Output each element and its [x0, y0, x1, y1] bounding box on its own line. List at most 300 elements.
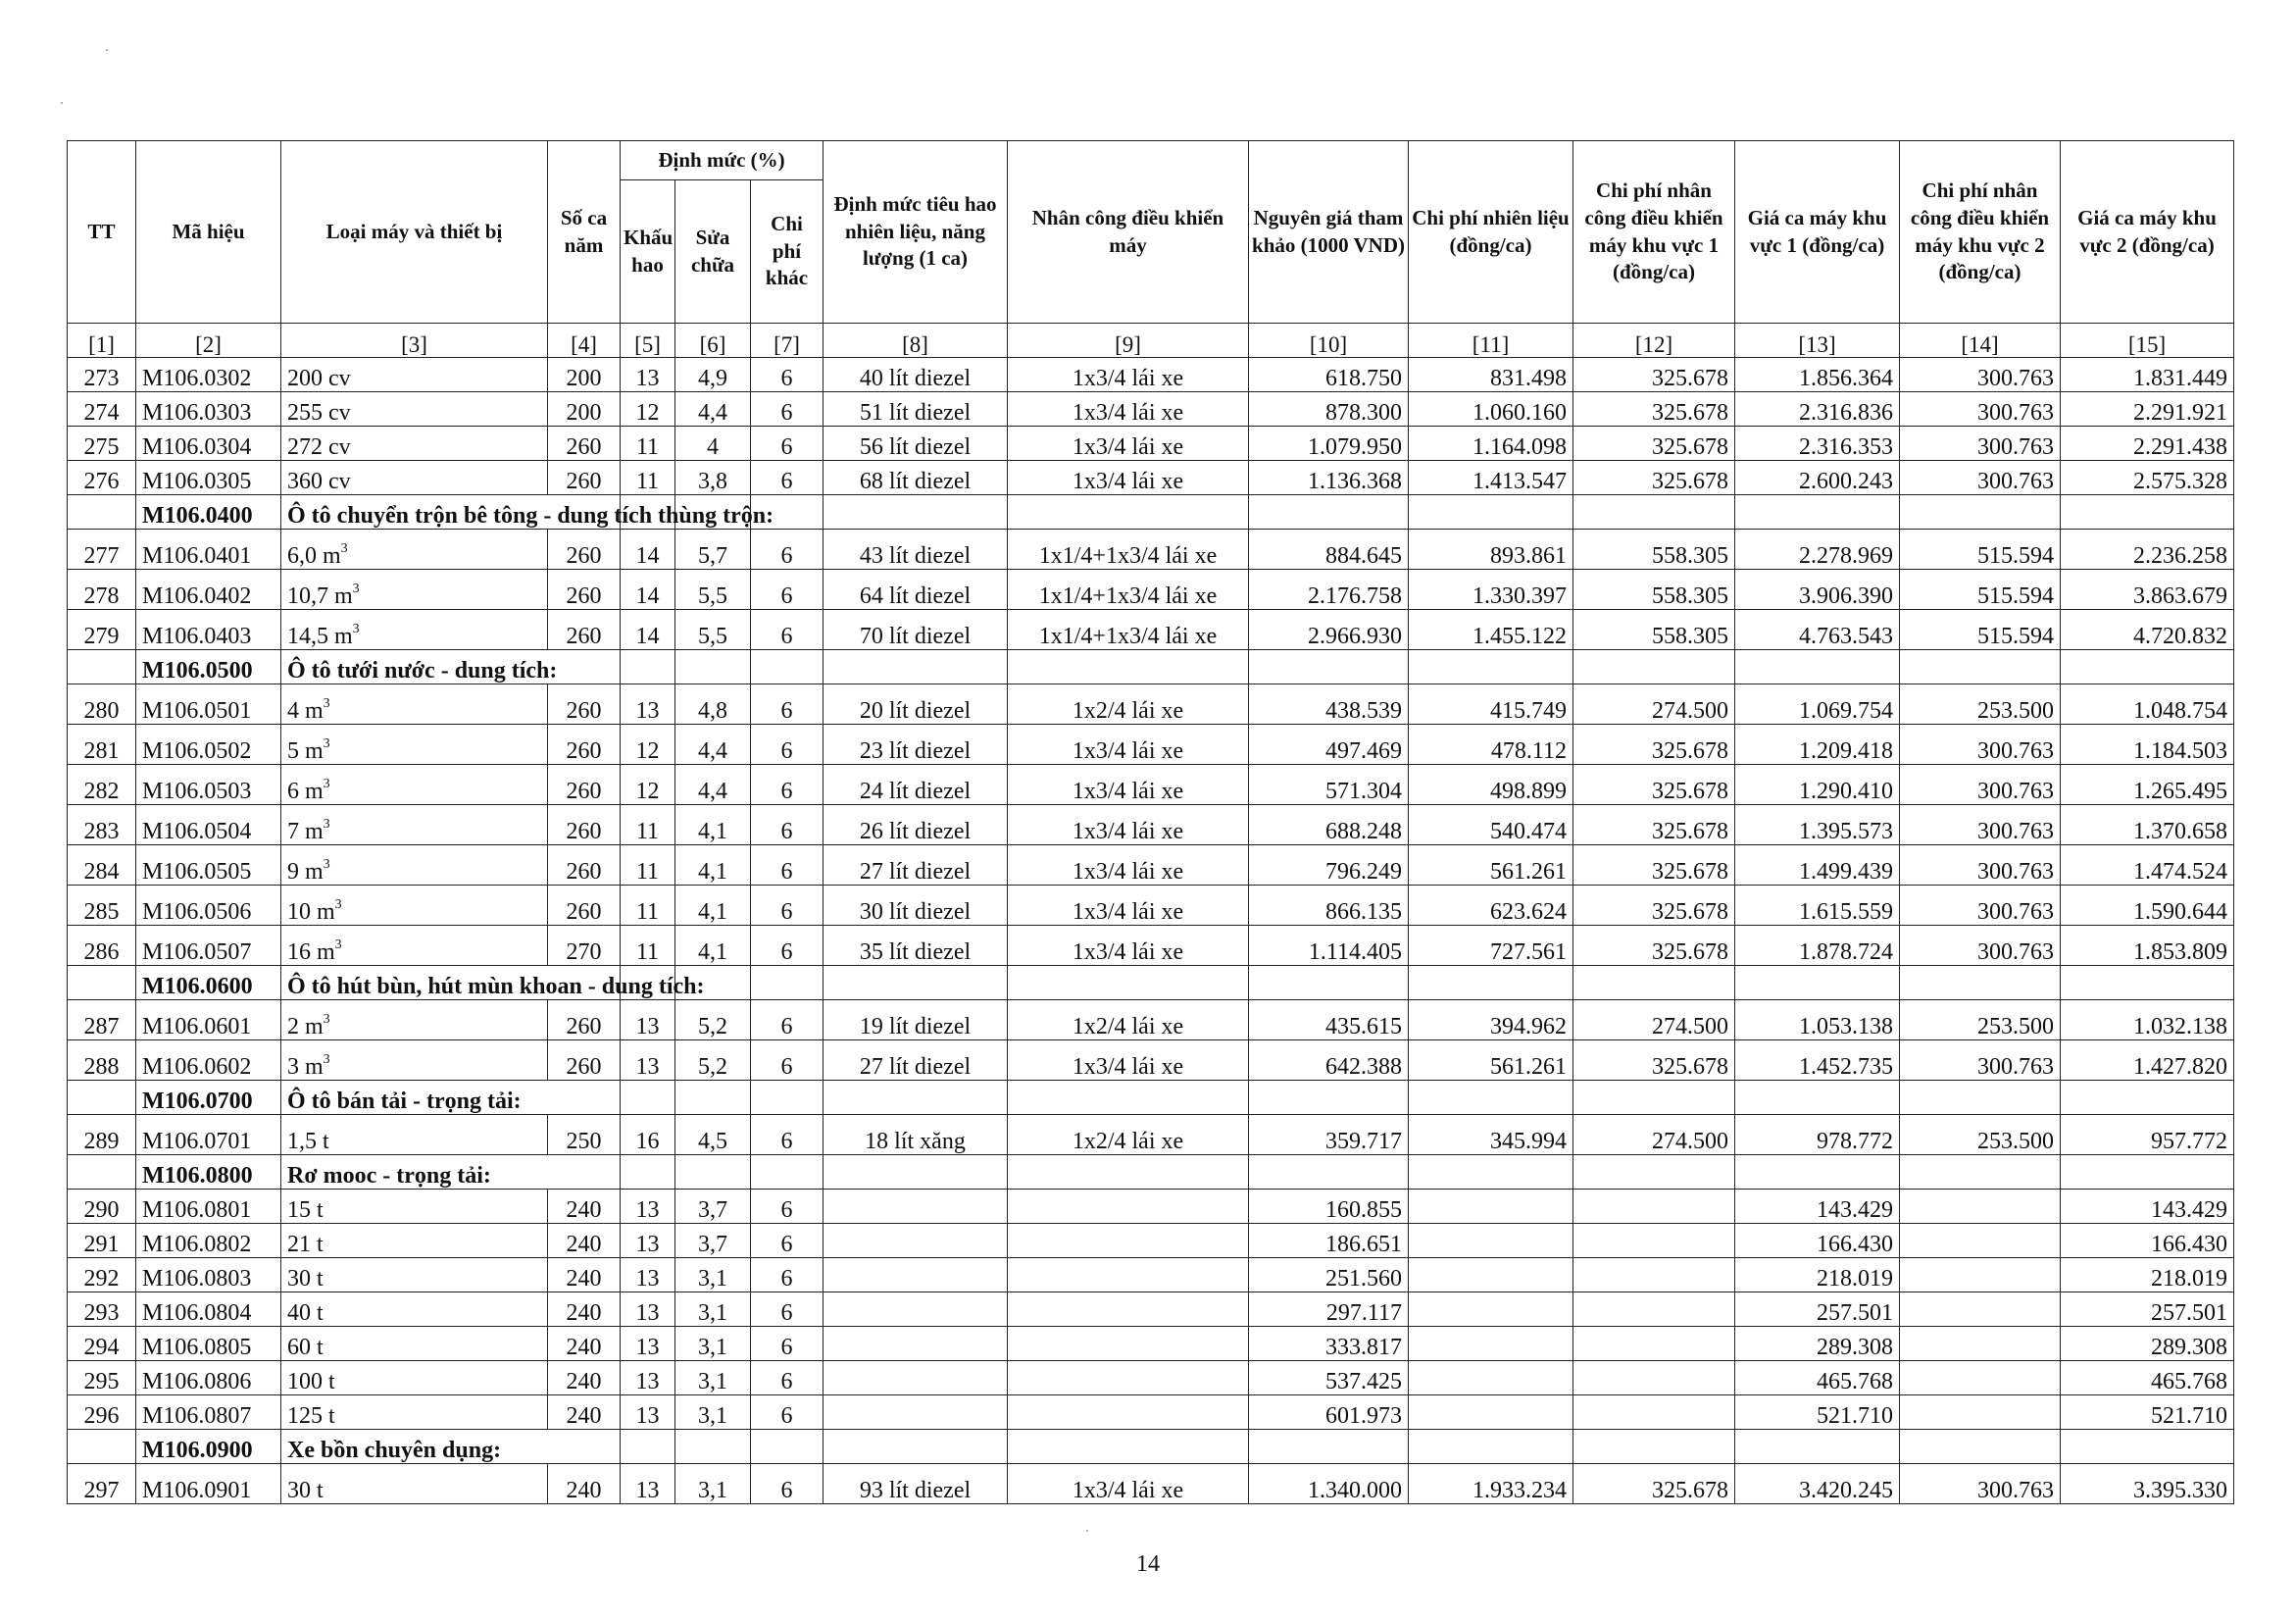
- group-empty-cell: [1573, 1155, 1735, 1190]
- nhan-cong: 1x3/4 lái xe: [1008, 886, 1249, 926]
- item-code: M106.0303: [136, 392, 281, 427]
- sua-chua: 3,1: [675, 1361, 751, 1395]
- group-empty-cell: [751, 1081, 824, 1115]
- sua-chua: 4,4: [675, 725, 751, 765]
- tieu-hao-nhien-lieu: [824, 1224, 1008, 1258]
- item-name: [281, 725, 548, 765]
- group-empty-cell: [1008, 495, 1249, 530]
- gia-ca-may-kv1: 143.429: [1735, 1190, 1900, 1224]
- table-row: [68, 427, 2234, 461]
- chi-phi-nc-kv2: [1900, 1258, 2061, 1292]
- group-empty-cell: [1249, 650, 1409, 684]
- tieu-hao-nhien-lieu: [824, 1190, 1008, 1224]
- item-code: M106.0701: [136, 1115, 281, 1155]
- unit-superscript: 3: [352, 621, 360, 636]
- gia-ca-may-kv1: 2.600.243: [1735, 461, 1900, 495]
- chi-phi-nc-kv2: 300.763: [1900, 805, 2061, 845]
- col-loai-may: Loại máy và thiết bị: [281, 141, 548, 324]
- unit-superscript: 3: [323, 1051, 330, 1067]
- group-empty-cell: [675, 1430, 751, 1464]
- khau-hao: 11: [621, 461, 675, 495]
- nguyen-gia: 884.645: [1249, 530, 1409, 570]
- item-code: M106.0602: [136, 1040, 281, 1081]
- nguyen-gia: 1.079.950: [1249, 427, 1409, 461]
- unit-superscript: 3: [340, 540, 348, 556]
- group-code: M106.0700: [136, 1081, 281, 1115]
- gia-ca-may-kv1: 2.316.353: [1735, 427, 1900, 461]
- group-empty-cell: [1008, 1081, 1249, 1115]
- so-ca-nam: 260: [548, 1040, 621, 1081]
- chi-phi-nhien-lieu: [1409, 1190, 1573, 1224]
- item-name: 272 cv: [281, 427, 548, 461]
- nhan-cong: [1008, 1190, 1249, 1224]
- row-number: 286: [68, 926, 136, 966]
- row-number: 278: [68, 570, 136, 610]
- tieu-hao-nhien-lieu: 43 lít diezel: [824, 530, 1008, 570]
- chi-phi-nc-kv2: 253.500: [1900, 684, 2061, 725]
- chi-phi-khac: 6: [751, 886, 824, 926]
- chi-phi-nc-kv2: 300.763: [1900, 926, 2061, 966]
- gia-ca-may-kv2: 2.291.438: [2061, 427, 2234, 461]
- table-row: [68, 765, 2234, 805]
- chi-phi-nhien-lieu: 1.164.098: [1409, 427, 1573, 461]
- column-index-cell: [3]: [281, 324, 548, 358]
- so-ca-nam: 260: [548, 805, 621, 845]
- so-ca-nam: 260: [548, 570, 621, 610]
- sua-chua: 5,5: [675, 570, 751, 610]
- group-empty-cell: [1573, 966, 1735, 1000]
- chi-phi-nc-kv1: 558.305: [1573, 610, 1735, 650]
- group-row: [68, 495, 2234, 530]
- item-name: [281, 1000, 548, 1040]
- tieu-hao-nhien-lieu: [824, 1327, 1008, 1361]
- chi-phi-nc-kv2: [1900, 1361, 2061, 1395]
- so-ca-nam: 260: [548, 845, 621, 886]
- gia-ca-may-kv2: 3.395.330: [2061, 1464, 2234, 1504]
- group-empty-cell: [68, 1081, 136, 1115]
- table-row: [68, 1224, 2234, 1258]
- item-name-text: 9 m: [287, 858, 324, 885]
- unit-superscript: 3: [323, 856, 330, 872]
- item-name: 200 cv: [281, 358, 548, 392]
- column-index-cell: [7]: [751, 324, 824, 358]
- chi-phi-khac: 6: [751, 530, 824, 570]
- gia-ca-may-kv2: 521.710: [2061, 1395, 2234, 1430]
- item-code: M106.0806: [136, 1361, 281, 1395]
- group-empty-cell: [68, 1430, 136, 1464]
- so-ca-nam: 250: [548, 1115, 621, 1155]
- col-nguyen-gia: Nguyên giá tham khảo (1000 VND): [1249, 141, 1409, 324]
- item-code: M106.0505: [136, 845, 281, 886]
- item-name-text: 5 m: [287, 737, 324, 764]
- nhan-cong: 1x3/4 lái xe: [1008, 805, 1249, 845]
- nguyen-gia: 601.973: [1249, 1395, 1409, 1430]
- so-ca-nam: 270: [548, 926, 621, 966]
- table-row: [68, 530, 2234, 570]
- khau-hao: 13: [621, 1000, 675, 1040]
- unit-superscript: 3: [323, 735, 330, 751]
- tieu-hao-nhien-lieu: 68 lít diezel: [824, 461, 1008, 495]
- group-empty-cell: [1409, 1430, 1573, 1464]
- unit-superscript: 3: [334, 896, 342, 912]
- gia-ca-may-kv1: 4.763.543: [1735, 610, 1900, 650]
- nguyen-gia: 1.340.000: [1249, 1464, 1409, 1504]
- chi-phi-khac: 6: [751, 570, 824, 610]
- tieu-hao-nhien-lieu: 24 lít diezel: [824, 765, 1008, 805]
- nhan-cong: 1x3/4 lái xe: [1008, 461, 1249, 495]
- item-code: M106.0402: [136, 570, 281, 610]
- column-index-cell: [15]: [2061, 324, 2234, 358]
- group-empty-cell: [2061, 495, 2234, 530]
- group-empty-cell: [675, 1155, 751, 1190]
- chi-phi-nc-kv2: 300.763: [1900, 358, 2061, 392]
- tieu-hao-nhien-lieu: 20 lít diezel: [824, 684, 1008, 725]
- unit-superscript: 3: [334, 937, 342, 952]
- nhan-cong: [1008, 1258, 1249, 1292]
- chi-phi-khac: 6: [751, 684, 824, 725]
- tieu-hao-nhien-lieu: 26 lít diezel: [824, 805, 1008, 845]
- tieu-hao-nhien-lieu: 19 lít diezel: [824, 1000, 1008, 1040]
- chi-phi-nhien-lieu: 345.994: [1409, 1115, 1573, 1155]
- group-empty-cell: [824, 495, 1008, 530]
- page-number: 14: [1136, 1551, 1160, 1577]
- chi-phi-nc-kv2: 300.763: [1900, 392, 2061, 427]
- nguyen-gia: 2.966.930: [1249, 610, 1409, 650]
- item-name: [281, 845, 548, 886]
- nhan-cong: 1x3/4 lái xe: [1008, 845, 1249, 886]
- group-empty-cell: [621, 1081, 675, 1115]
- group-code: M106.0500: [136, 650, 281, 684]
- chi-phi-nc-kv1: 274.500: [1573, 1000, 1735, 1040]
- item-name: [281, 684, 548, 725]
- chi-phi-nhien-lieu: [1409, 1361, 1573, 1395]
- gia-ca-may-kv1: 1.053.138: [1735, 1000, 1900, 1040]
- unit-superscript: 3: [323, 695, 330, 711]
- chi-phi-nc-kv2: [1900, 1395, 2061, 1430]
- sua-chua: 5,5: [675, 610, 751, 650]
- so-ca-nam: 240: [548, 1292, 621, 1327]
- tieu-hao-nhien-lieu: 51 lít diezel: [824, 392, 1008, 427]
- nguyen-gia: 359.717: [1249, 1115, 1409, 1155]
- item-name: 30 t: [281, 1258, 548, 1292]
- sua-chua: 5,2: [675, 1000, 751, 1040]
- tieu-hao-nhien-lieu: 30 lít diezel: [824, 886, 1008, 926]
- khau-hao: 13: [621, 1292, 675, 1327]
- column-index-cell: [8]: [824, 324, 1008, 358]
- column-index-cell: [1]: [68, 324, 136, 358]
- chi-phi-khac: 6: [751, 1000, 824, 1040]
- sua-chua: 4: [675, 427, 751, 461]
- nhan-cong: [1008, 1361, 1249, 1395]
- khau-hao: 11: [621, 926, 675, 966]
- group-empty-cell: [621, 1430, 675, 1464]
- chi-phi-nc-kv2: 515.594: [1900, 570, 2061, 610]
- scan-speck: [106, 49, 108, 51]
- col-chi-phi-nc-kv2: Chi phí nhân công điều khiển máy khu vực 2 (đồng/ca): [1900, 141, 2061, 324]
- chi-phi-nc-kv2: 300.763: [1900, 461, 2061, 495]
- group-title: Ô tô chuyển trộn bê tông - dung tích thùng trộn:: [281, 495, 621, 530]
- item-name: 15 t: [281, 1190, 548, 1224]
- group-empty-cell: [621, 1155, 675, 1190]
- group-empty-cell: [1409, 966, 1573, 1000]
- nguyen-gia: 497.469: [1249, 725, 1409, 765]
- sua-chua: 4,9: [675, 358, 751, 392]
- group-empty-cell: [2061, 1155, 2234, 1190]
- nhan-cong: 1x1/4+1x3/4 lái xe: [1008, 570, 1249, 610]
- chi-phi-nhien-lieu: 540.474: [1409, 805, 1573, 845]
- khau-hao: 11: [621, 427, 675, 461]
- unit-superscript: 3: [323, 776, 330, 791]
- row-number: 282: [68, 765, 136, 805]
- column-index-cell: [11]: [1409, 324, 1573, 358]
- nguyen-gia: 688.248: [1249, 805, 1409, 845]
- tieu-hao-nhien-lieu: [824, 1258, 1008, 1292]
- chi-phi-nc-kv2: 515.594: [1900, 530, 2061, 570]
- col-gia-ca-may-kv2: Giá ca máy khu vực 2 (đồng/ca): [2061, 141, 2234, 324]
- nguyen-gia: 435.615: [1249, 1000, 1409, 1040]
- nhan-cong: 1x3/4 lái xe: [1008, 358, 1249, 392]
- col-dinh-muc-tieu-hao: Định mức tiêu hao nhiên liệu, năng lượng (1 ca): [824, 141, 1008, 324]
- group-empty-cell: [824, 1430, 1008, 1464]
- group-title: Ô tô hút bùn, hút mùn khoan - dung tích:: [281, 966, 621, 1000]
- table-row: [68, 570, 2234, 610]
- chi-phi-khac: 6: [751, 805, 824, 845]
- group-empty-cell: [2061, 1430, 2234, 1464]
- sua-chua: 3,8: [675, 461, 751, 495]
- table-row: [68, 392, 2234, 427]
- tieu-hao-nhien-lieu: [824, 1361, 1008, 1395]
- item-code: M106.0503: [136, 765, 281, 805]
- group-empty-cell: [621, 650, 675, 684]
- chi-phi-nc-kv2: [1900, 1224, 2061, 1258]
- col-chi-phi-nhien-lieu: Chi phí nhiên liệu (đồng/ca): [1409, 141, 1573, 324]
- gia-ca-may-kv2: 2.291.921: [2061, 392, 2234, 427]
- khau-hao: 13: [621, 358, 675, 392]
- gia-ca-may-kv2: 1.427.820: [2061, 1040, 2234, 1081]
- row-number: 289: [68, 1115, 136, 1155]
- chi-phi-nc-kv2: 300.763: [1900, 845, 2061, 886]
- column-index-cell: [5]: [621, 324, 675, 358]
- tieu-hao-nhien-lieu: 70 lít diezel: [824, 610, 1008, 650]
- group-empty-cell: [751, 1430, 824, 1464]
- chi-phi-nc-kv1: 325.678: [1573, 427, 1735, 461]
- nguyen-gia: 1.114.405: [1249, 926, 1409, 966]
- nhan-cong: [1008, 1395, 1249, 1430]
- chi-phi-khac: 6: [751, 1395, 824, 1430]
- chi-phi-nc-kv2: 253.500: [1900, 1000, 2061, 1040]
- nguyen-gia: 1.136.368: [1249, 461, 1409, 495]
- scan-speck: [1086, 1530, 1088, 1532]
- nguyen-gia: 251.560: [1249, 1258, 1409, 1292]
- chi-phi-khac: 6: [751, 845, 824, 886]
- chi-phi-nhien-lieu: [1409, 1395, 1573, 1430]
- chi-phi-khac: 6: [751, 1361, 824, 1395]
- chi-phi-nhien-lieu: [1409, 1292, 1573, 1327]
- group-empty-cell: [1249, 1081, 1409, 1115]
- group-empty-cell: [1008, 966, 1249, 1000]
- chi-phi-khac: 6: [751, 1224, 824, 1258]
- table-row: [68, 1361, 2234, 1395]
- so-ca-nam: 240: [548, 1361, 621, 1395]
- chi-phi-nc-kv1: 325.678: [1573, 725, 1735, 765]
- gia-ca-may-kv1: 166.430: [1735, 1224, 1900, 1258]
- item-code: M106.0302: [136, 358, 281, 392]
- chi-phi-nc-kv2: 300.763: [1900, 765, 2061, 805]
- so-ca-nam: 260: [548, 530, 621, 570]
- gia-ca-may-kv1: 1.290.410: [1735, 765, 1900, 805]
- group-empty-cell: [1409, 650, 1573, 684]
- khau-hao: 13: [621, 1224, 675, 1258]
- row-number: 275: [68, 427, 136, 461]
- item-code: M106.0401: [136, 530, 281, 570]
- item-code: M106.0504: [136, 805, 281, 845]
- khau-hao: 13: [621, 1327, 675, 1361]
- gia-ca-may-kv2: 1.831.449: [2061, 358, 2234, 392]
- sua-chua: 3,7: [675, 1224, 751, 1258]
- item-name: 30 t: [281, 1464, 548, 1504]
- item-name-text: 6 m: [287, 778, 324, 804]
- table-header: [68, 141, 2234, 324]
- group-empty-cell: [1900, 1081, 2061, 1115]
- chi-phi-nc-kv1: 325.678: [1573, 805, 1735, 845]
- khau-hao: 12: [621, 392, 675, 427]
- khau-hao: 14: [621, 610, 675, 650]
- col-chi-phi-nc-kv1: Chi phí nhân công điều khiển máy khu vực 1 (đồng/ca): [1573, 141, 1735, 324]
- row-number: 287: [68, 1000, 136, 1040]
- item-code: M106.0901: [136, 1464, 281, 1504]
- chi-phi-nc-kv1: [1573, 1224, 1735, 1258]
- item-name: 125 t: [281, 1395, 548, 1430]
- gia-ca-may-kv1: 1.209.418: [1735, 725, 1900, 765]
- nguyen-gia: 297.117: [1249, 1292, 1409, 1327]
- chi-phi-nc-kv1: 325.678: [1573, 886, 1735, 926]
- chi-phi-nhien-lieu: [1409, 1224, 1573, 1258]
- group-title: Rơ mooc - trọng tải:: [281, 1155, 621, 1190]
- row-number: 279: [68, 610, 136, 650]
- gia-ca-may-kv2: 1.265.495: [2061, 765, 2234, 805]
- nguyen-gia: 878.300: [1249, 392, 1409, 427]
- gia-ca-may-kv2: 1.048.754: [2061, 684, 2234, 725]
- gia-ca-may-kv2: 957.772: [2061, 1115, 2234, 1155]
- table-row: [68, 1395, 2234, 1430]
- sua-chua: 5,2: [675, 1040, 751, 1081]
- sua-chua: 4,4: [675, 765, 751, 805]
- table-row: [68, 1000, 2234, 1040]
- column-index-cell: [10]: [1249, 324, 1409, 358]
- item-name-text: 6,0 m: [287, 542, 341, 569]
- chi-phi-nhien-lieu: 1.413.547: [1409, 461, 1573, 495]
- sua-chua: 3,1: [675, 1464, 751, 1504]
- gia-ca-may-kv2: 289.308: [2061, 1327, 2234, 1361]
- gia-ca-may-kv1: 521.710: [1735, 1395, 1900, 1430]
- gia-ca-may-kv1: 1.395.573: [1735, 805, 1900, 845]
- tieu-hao-nhien-lieu: [824, 1395, 1008, 1430]
- table-row: [68, 358, 2234, 392]
- chi-phi-nc-kv2: 300.763: [1900, 1040, 2061, 1081]
- chi-phi-nc-kv1: [1573, 1258, 1735, 1292]
- group-code: M106.0900: [136, 1430, 281, 1464]
- tieu-hao-nhien-lieu: 35 lít diezel: [824, 926, 1008, 966]
- so-ca-nam: 260: [548, 427, 621, 461]
- table-row: [68, 1190, 2234, 1224]
- gia-ca-may-kv1: 218.019: [1735, 1258, 1900, 1292]
- row-number: 297: [68, 1464, 136, 1504]
- group-empty-cell: [1573, 1430, 1735, 1464]
- gia-ca-may-kv2: 1.370.658: [2061, 805, 2234, 845]
- group-empty-cell: [1735, 1155, 1900, 1190]
- gia-ca-may-kv1: 2.278.969: [1735, 530, 1900, 570]
- column-index-row: [68, 324, 2234, 358]
- gia-ca-may-kv1: 1.615.559: [1735, 886, 1900, 926]
- group-empty-cell: [751, 966, 824, 1000]
- gia-ca-may-kv1: 1.452.735: [1735, 1040, 1900, 1081]
- table-row: [68, 610, 2234, 650]
- khau-hao: 13: [621, 1361, 675, 1395]
- gia-ca-may-kv2: 1.474.524: [2061, 845, 2234, 886]
- group-empty-cell: [1409, 1155, 1573, 1190]
- chi-phi-nc-kv2: 300.763: [1900, 1464, 2061, 1504]
- sua-chua: 5,7: [675, 530, 751, 570]
- nguyen-gia: 618.750: [1249, 358, 1409, 392]
- row-number: 285: [68, 886, 136, 926]
- table-row: [68, 725, 2234, 765]
- item-name-text: 3 m: [287, 1053, 324, 1080]
- nhan-cong: 1x3/4 lái xe: [1008, 926, 1249, 966]
- chi-phi-nhien-lieu: 893.861: [1409, 530, 1573, 570]
- chi-phi-nhien-lieu: 478.112: [1409, 725, 1573, 765]
- tieu-hao-nhien-lieu: 40 lít diezel: [824, 358, 1008, 392]
- item-name: 1,5 t: [281, 1115, 548, 1155]
- gia-ca-may-kv1: 257.501: [1735, 1292, 1900, 1327]
- so-ca-nam: 240: [548, 1327, 621, 1361]
- gia-ca-may-kv2: 1.590.644: [2061, 886, 2234, 926]
- table-row: [68, 1258, 2234, 1292]
- nhan-cong: 1x3/4 lái xe: [1008, 725, 1249, 765]
- column-index-cell: [2]: [136, 324, 281, 358]
- nhan-cong: [1008, 1327, 1249, 1361]
- gia-ca-may-kv2: 2.236.258: [2061, 530, 2234, 570]
- sua-chua: 3,1: [675, 1395, 751, 1430]
- chi-phi-khac: 6: [751, 725, 824, 765]
- item-name: 60 t: [281, 1327, 548, 1361]
- col-tt: TT: [68, 141, 136, 324]
- chi-phi-nc-kv1: [1573, 1292, 1735, 1327]
- table-row: [68, 1327, 2234, 1361]
- tieu-hao-nhien-lieu: 64 lít diezel: [824, 570, 1008, 610]
- tieu-hao-nhien-lieu: [824, 1292, 1008, 1327]
- group-empty-cell: [68, 495, 136, 530]
- chi-phi-nc-kv2: 515.594: [1900, 610, 2061, 650]
- chi-phi-nhien-lieu: 727.561: [1409, 926, 1573, 966]
- gia-ca-may-kv2: 4.720.832: [2061, 610, 2234, 650]
- machine-price-table: [67, 140, 2234, 1504]
- price-table-sheet: [67, 140, 2233, 1504]
- nguyen-gia: 866.135: [1249, 886, 1409, 926]
- group-empty-cell: [1573, 495, 1735, 530]
- sua-chua: 4,1: [675, 845, 751, 886]
- column-index-cell: [13]: [1735, 324, 1900, 358]
- tieu-hao-nhien-lieu: 23 lít diezel: [824, 725, 1008, 765]
- group-empty-cell: [1249, 495, 1409, 530]
- group-code: M106.0600: [136, 966, 281, 1000]
- so-ca-nam: 240: [548, 1258, 621, 1292]
- group-empty-cell: [1008, 650, 1249, 684]
- sua-chua: 4,8: [675, 684, 751, 725]
- gia-ca-may-kv1: 1.499.439: [1735, 845, 1900, 886]
- item-name: [281, 610, 548, 650]
- group-empty-cell: [1735, 1430, 1900, 1464]
- item-name: 21 t: [281, 1224, 548, 1258]
